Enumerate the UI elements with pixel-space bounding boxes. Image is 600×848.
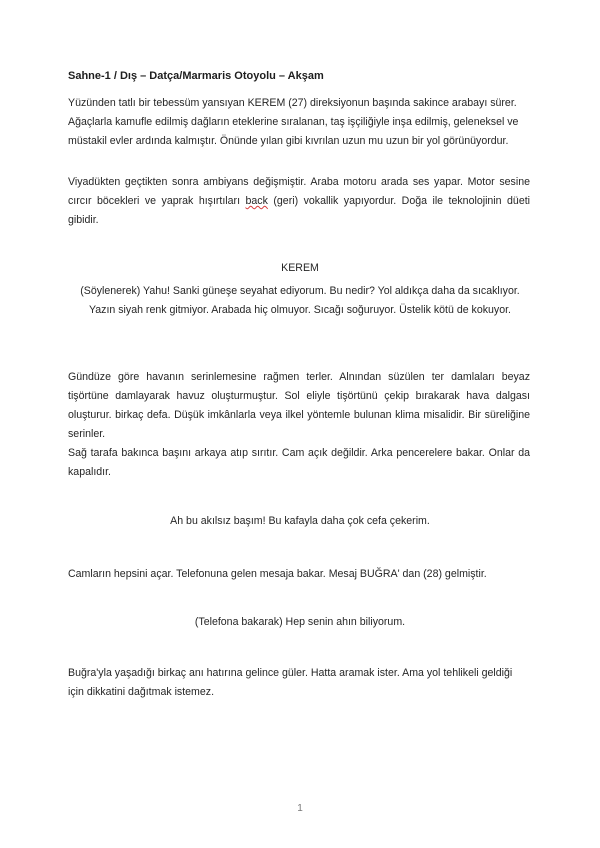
- action-paragraph-2: [68, 173, 530, 230]
- action-paragraph-3: Gündüze göre havanın serinlemesine rağmen terler. Alnından süzülen ter damlaları beyaz tişörtüne damlayarak havuz oluşturmuştur. Sol eliyle tişörtünü çekip bırakarak hava dalgası oluşturur. birkaç defa. Düşük imkânlarla veya ilkel yöntemle bulunan klima misalidir. Bir süreliğine serinler.: [68, 371, 530, 440]
- action-paragraph-5: Camların hepsini açar. Telefonuna gelen mesaja bakar. Mesaj BUĞRA' dan (28) gelmiştir.: [68, 568, 487, 580]
- dialogue-3: (Telefona bakarak) Hep senin ahın biliyorum.: [194, 616, 406, 628]
- dialogue-2: Ah bu akılsız başım! Bu kafayla daha çok cefa çekerim.: [170, 515, 430, 527]
- scene-heading: Sahne-1 / Dış – Datça/Marmaris Otoyolu – Akşam: [68, 70, 324, 82]
- action-paragraph-6: Buğra'yla yaşadığı birkaç anı hatırına gelince güler. Hatta aramak ister. Ama yol tehlikeli geldiği için dikkatini dağıtmak istemez.: [68, 667, 513, 698]
- dialogue-1: (Söylenerek) Yahu! Sanki güneşe seyahat ediyorum. Bu nedir? Yol aldıkça daha da sıcaklıyor. Yazın siyah renk gitmiyor. Arabada hiç olmuyor. Sıcağı soğuruyor. Üstelik kötü de kokuyor.: [80, 285, 520, 316]
- action-paragraph-1: Yüzünden tatlı bir tebessüm yansıyan KEREM (27) direksiyonun başında sakince arabayı sürer. Ağaçlarla kamufle edilmiş dağların eteklerine sıralanan, taş işçiliğiyle inşa edilmiş, geleneksel ve müstakil evler ardında kalmıştır. Önünde yılan gibi kıvrılan uzun mu uzun bir yol görünüyordur.: [68, 97, 519, 147]
- action-paragraph-4: Sağ tarafa bakınca başını arkaya atıp sırıtır. Cam açık değildir. Arka pencerelere bakar. Onlar da kapalıdır.: [68, 447, 530, 478]
- page-number: 1: [297, 803, 303, 814]
- action-2-text-after: (geri) vokallik yapıyordur. Doğa ile teknolojinin düeti gibidir.: [68, 195, 531, 226]
- character-name: KEREM: [281, 262, 319, 274]
- action-2-text-before: Viyadükten geçtikten sonra ambiyans değişmiştir. Araba motoru arada ses yapar. Motor sesine cırcır böcekleri ve yaprak hışırtıları: [68, 176, 530, 207]
- spellcheck-marked-word: back: [245, 195, 268, 207]
